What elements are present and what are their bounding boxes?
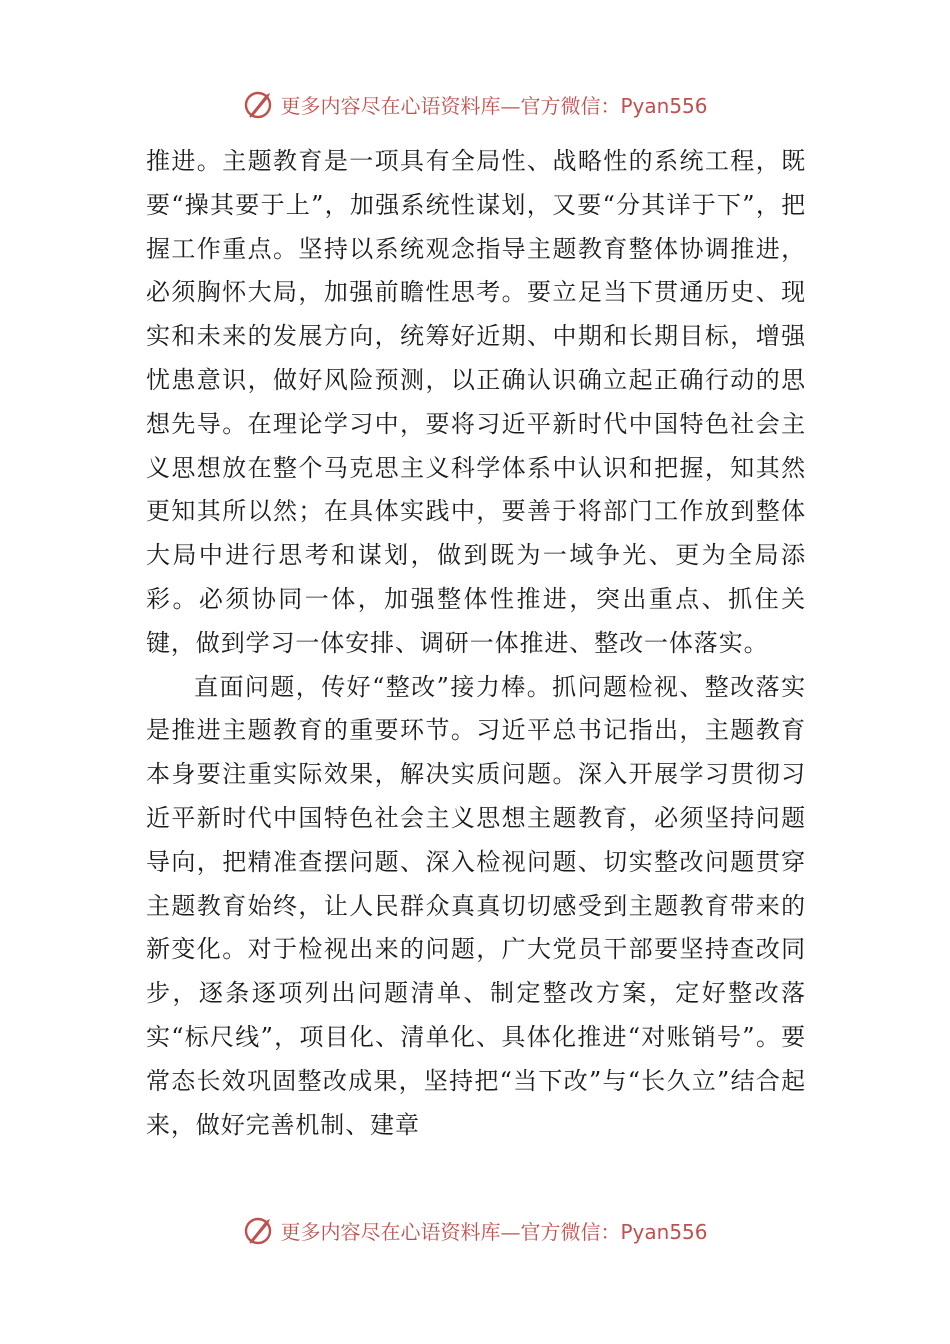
banner-text — [280, 90, 707, 119]
banner-text-main: 更多内容尽在心语资料库—官方微信： — [280, 93, 621, 118]
pen-circle-icon — [242, 87, 276, 121]
banner-text-main: 更多内容尽在心语资料库—官方微信： — [280, 1219, 621, 1244]
banner-wechat-id: Pyan556 — [620, 1219, 708, 1244]
document-body — [146, 140, 806, 1147]
paragraph-2: 直面问题，传好“整改”接力棒。抓问题检视、整改落实是推进主题教育的重要环节。习近平总书记指出，主题教育本身要注重实际效果，解决实质问题。深入开展学习贯彻习近平新时代中国特色社会主义思想主题教育，必须坚持问题导向，把精准查摆问题、深入检视问题、切实整改问题贯穿主题教育始终，让人民群众真真切切感受到主题教育带来的新变化。对于检视出来的问题，广大党员干部要坚持查改同步，逐条逐项列出问题清单、制定整改方案，定好整改落实“标尺线”，项目化、清单化、具体化推进“对账销号”。要常态长效巩固整改成果，坚持把“当下改”与“长久立”结合起来，做好完善机制、建章 — [146, 672, 806, 1139]
header-banner — [0, 84, 950, 124]
paragraph-1: 推进。主题教育是一项具有全局性、战略性的系统工程，既要“操其要于上”，加强系统性谋划，又要“分其详于下”，把握工作重点。坚持以系统观念指导主题教育整体协调推进，必须胸怀大局，加强前瞻性思考。要立足当下贯通历史、现实和未来的发展方向，统筹好近期、中期和长期目标，增强忧患意识，做好风险预测，以正确认识确立起正确行动的思想先导。在理论学习中，要将习近平新时代中国特色社会主义思想放在整个马克思主义科学体系中认识和把握，知其然更知其所以然；在具体实践中，要善于将部门工作放到整体大局中进行思考和谋划，做到既为一域争光、更为全局添彩。必须协同一体，加强整体性推进，突出重点、抓住关键，做到学习一体安排、调研一体推进、整改一体落实。 — [146, 147, 806, 657]
footer-banner — [0, 1210, 950, 1250]
pen-circle-icon — [242, 1213, 276, 1247]
banner-text — [280, 1216, 707, 1245]
banner-wechat-id: Pyan556 — [620, 93, 708, 118]
